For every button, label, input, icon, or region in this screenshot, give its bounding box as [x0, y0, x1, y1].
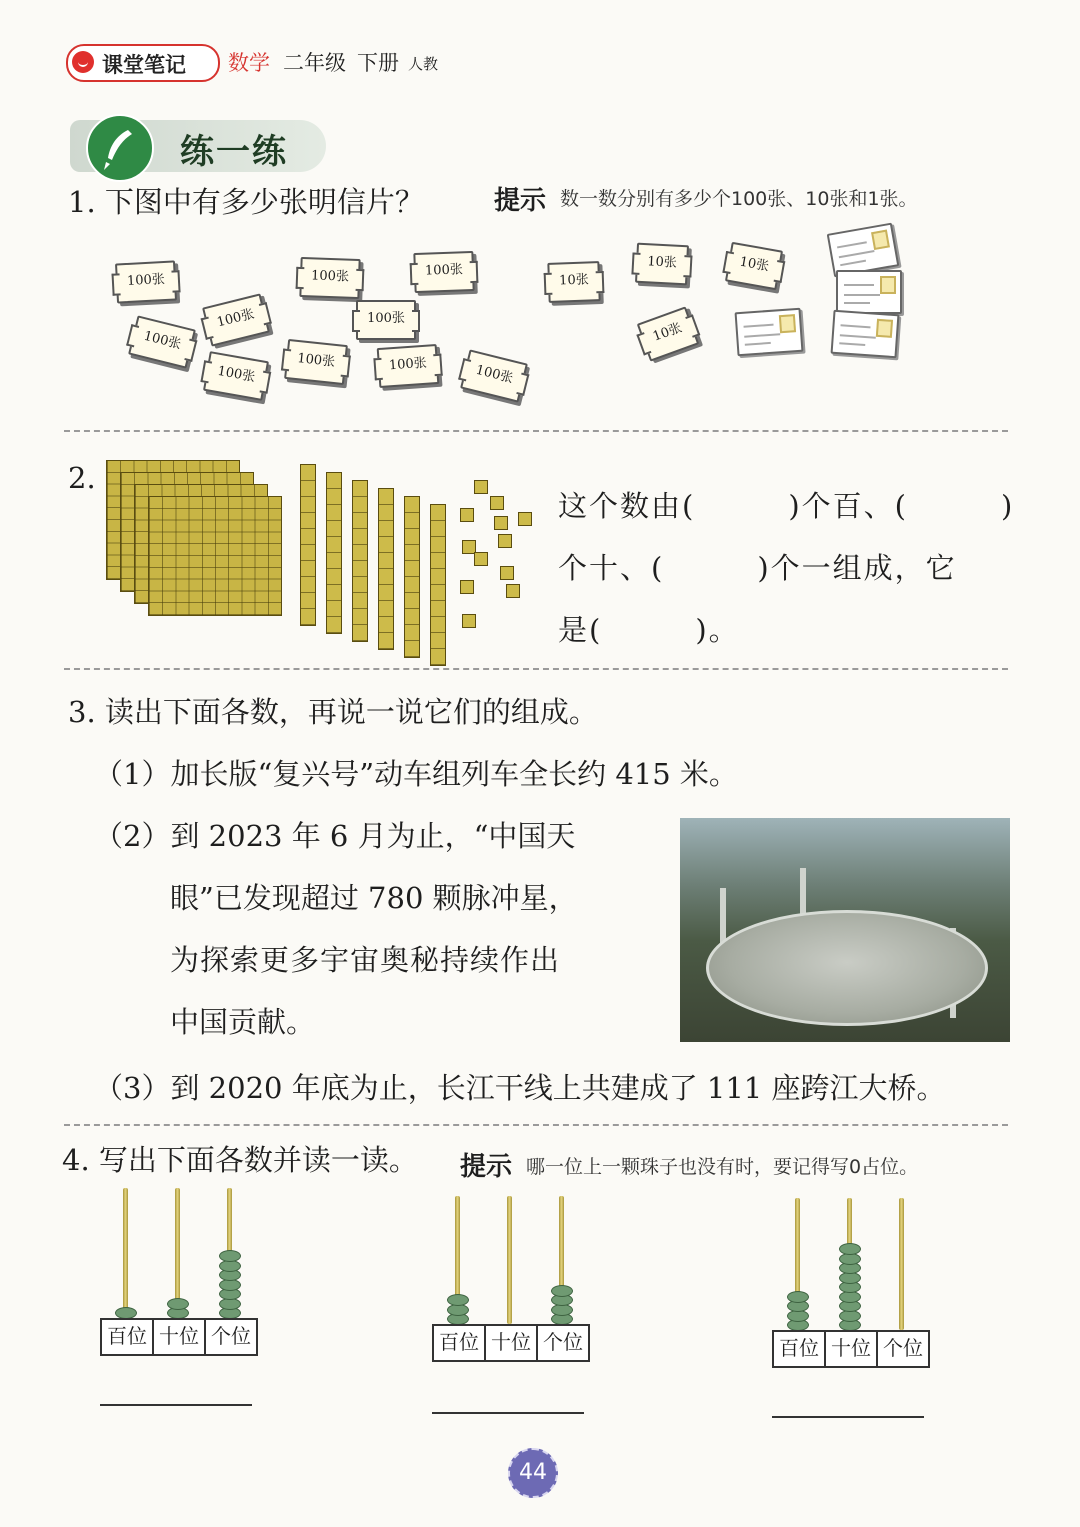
bundle-100: 100张 — [299, 257, 360, 299]
place-label: 十位 — [154, 1320, 206, 1354]
place-value-labels — [432, 1324, 590, 1362]
place-label: 百位 — [102, 1320, 154, 1354]
section-title: 练一练 — [180, 132, 288, 172]
ten-rod — [300, 464, 316, 626]
q1-question: 1. 下图中有多少张明信片？ — [68, 185, 424, 219]
smile-icon — [72, 51, 94, 73]
q3-question: 3. 读出下面各数，再说一说它们的组成。 — [68, 695, 598, 729]
bundle-100: 100张 — [356, 300, 416, 340]
one-cube — [500, 566, 514, 580]
q2-line3: 是( )。 — [558, 613, 740, 647]
bundle-100: 100张 — [202, 293, 270, 346]
bundle-10: 10张 — [637, 306, 700, 361]
abacus-bead — [839, 1243, 861, 1255]
divider — [64, 430, 1008, 432]
header-volume: 下册 — [357, 51, 399, 75]
abacus-bead — [551, 1285, 573, 1297]
q3-item2-line4: 中国贡献。 — [170, 1005, 316, 1039]
q4-tip-text: 哪一位上一颗珠子也没有时，要记得写0占位。 — [526, 1156, 919, 1178]
header-badge — [66, 44, 220, 82]
divider — [64, 1124, 1008, 1126]
q1-tip-text: 数一数分别有多少个100张、10张和1张。 — [560, 188, 918, 210]
ten-rod — [404, 496, 420, 658]
q2-number: 2. — [68, 461, 96, 495]
single-postcard — [831, 310, 900, 358]
bundle-100: 100张 — [413, 251, 474, 293]
q1-tip-label: 提示 — [494, 186, 547, 216]
place-value-labels — [100, 1318, 258, 1356]
header-publisher: 人教 — [408, 55, 439, 73]
q3-item2-line1: （2）到 2023 年 6 月为止，“中国天 — [94, 819, 576, 853]
hundred-flat — [148, 496, 282, 616]
one-cube — [460, 580, 474, 594]
abacus-rod — [507, 1196, 512, 1324]
single-postcard — [836, 270, 902, 314]
q2-line1: 这个数由( )个百、( ) — [558, 489, 1015, 523]
q4-tip-label: 提示 — [460, 1152, 513, 1182]
place-label: 个位 — [543, 1330, 583, 1354]
place-label: 百位 — [434, 1326, 486, 1360]
ten-rod — [352, 480, 368, 642]
abacus-bead — [219, 1250, 241, 1262]
abacus-bead — [167, 1298, 189, 1310]
one-cube — [474, 480, 488, 494]
header-badge-label: 课堂笔记 — [102, 53, 186, 77]
one-cube — [506, 584, 520, 598]
answer-line[interactable] — [772, 1416, 924, 1418]
one-cube — [490, 496, 504, 510]
q3-item1: （1）加长版“复兴号”动车组列车全长约 415 米。 — [94, 757, 738, 791]
one-cube — [462, 614, 476, 628]
q3-item2-line3: 为探索更多宇宙奥秘持续作出 — [170, 943, 561, 977]
place-label: 十位 — [486, 1326, 538, 1360]
place-label: 个位 — [883, 1336, 923, 1360]
abacus-bead — [787, 1291, 809, 1303]
q3-item2-line2: 眼”已发现超过 780 颗脉冲星， — [170, 881, 578, 915]
place-label: 十位 — [826, 1332, 878, 1366]
divider — [64, 668, 1008, 670]
one-cube — [498, 534, 512, 548]
q2-line2: 个十、( )个一组成，它 — [558, 551, 957, 585]
ten-rod — [378, 488, 394, 650]
abacus-bead — [447, 1294, 469, 1306]
header-subject: 数学 — [228, 51, 270, 75]
single-postcard — [735, 308, 804, 356]
answer-line[interactable] — [432, 1412, 584, 1414]
ten-rod — [326, 472, 342, 634]
bundle-100: 100张 — [203, 351, 269, 401]
bundle-100: 100张 — [460, 349, 528, 402]
page-number: 44 — [508, 1448, 558, 1498]
bundle-10: 10张 — [725, 242, 783, 290]
bundle-100: 100张 — [115, 260, 177, 303]
bundle-100: 100张 — [284, 339, 348, 385]
fast-telescope-photo — [680, 818, 1010, 1042]
ten-rod — [430, 504, 446, 666]
bundle-100: 100张 — [377, 344, 440, 388]
one-cube — [494, 516, 508, 530]
one-cube — [474, 552, 488, 566]
answer-line[interactable] — [100, 1404, 252, 1406]
q3-item3: （3）到 2020 年底为止，长江干线上共建成了 111 座跨江大桥。 — [94, 1071, 946, 1105]
one-cube — [518, 512, 532, 526]
q4-question: 4. 写出下面各数并读一读。 — [62, 1143, 418, 1177]
header-grade: 二年级 — [283, 51, 346, 75]
place-label: 百位 — [774, 1332, 826, 1366]
abacus-rod — [123, 1188, 128, 1318]
bundle-100: 100张 — [128, 315, 196, 368]
place-label: 个位 — [211, 1324, 251, 1348]
telescope-dish — [706, 910, 988, 1026]
abacus-rod — [899, 1198, 904, 1330]
bundle-10: 10张 — [635, 243, 689, 286]
place-value-labels — [772, 1330, 930, 1368]
bundle-10: 10张 — [547, 261, 600, 303]
one-cube — [460, 508, 474, 522]
pen-icon — [86, 114, 154, 182]
